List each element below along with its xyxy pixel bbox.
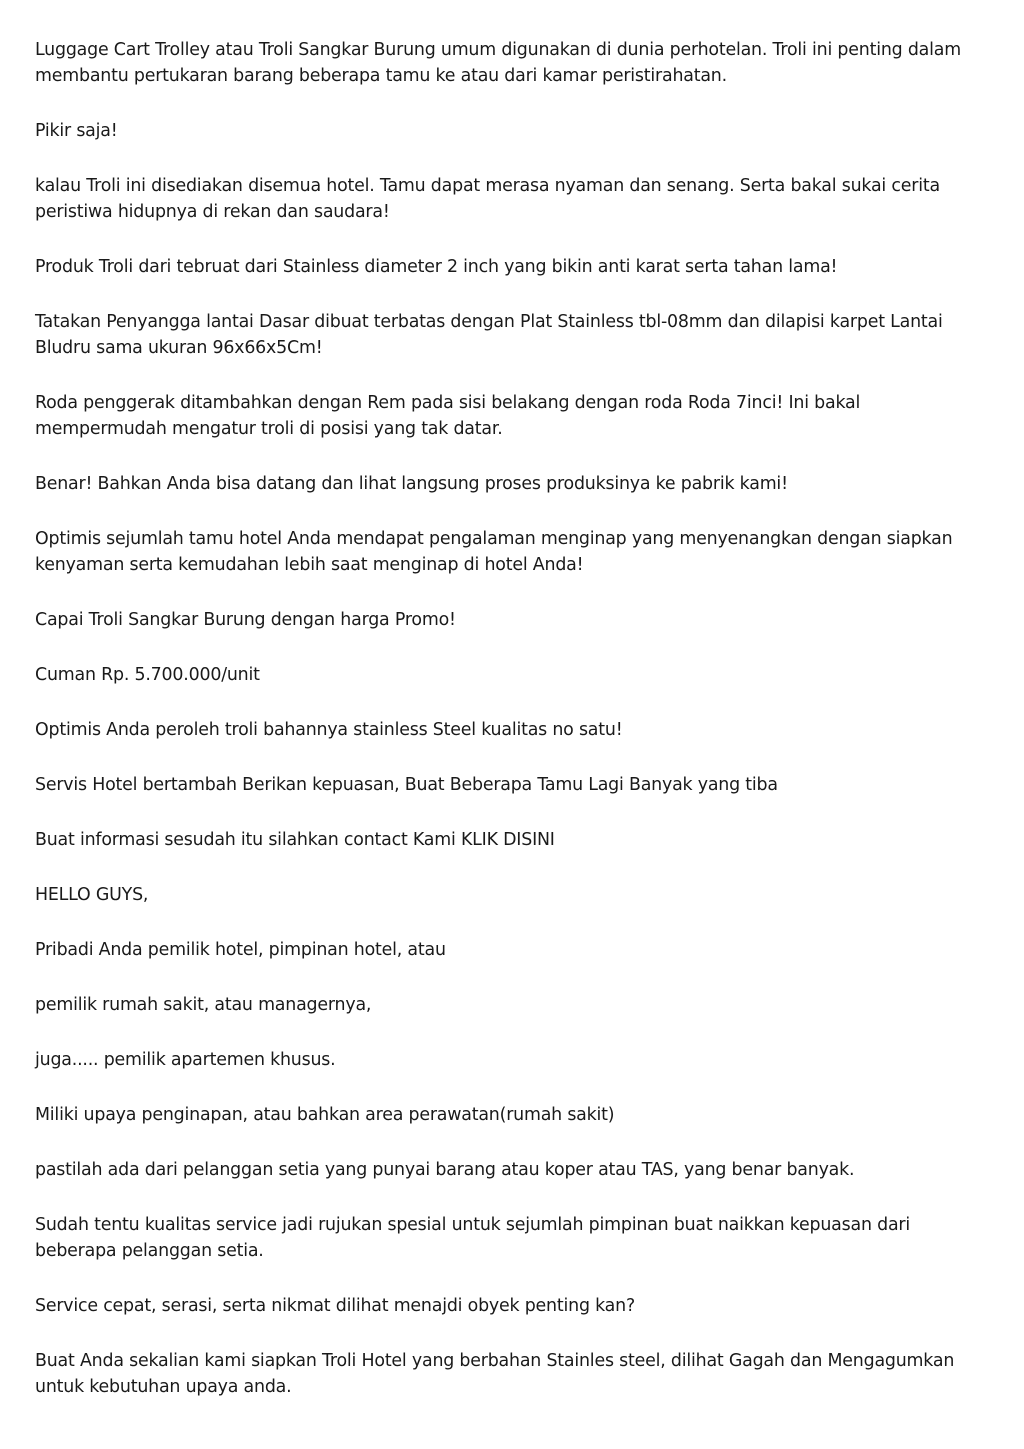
paragraph-material: Produk Troli dari tebruat dari Stainless diameter 2 inch yang bikin anti karat serta tahan lama! [35,257,838,277]
paragraph-factory-visit: Benar! Bahkan Anda bisa datang dan lihat langsung proses produksinya ke pabrik kami! [35,474,788,494]
paragraph-service-fast: Service cepat, serasi, serta nikmat dilihat menajdi obyek penting kan? [35,1296,635,1316]
paragraph-luggage: pastilah ada dari pelanggan setia yang punyai barang atau koper atau TAS, yang benar banyak. [35,1160,855,1180]
paragraph-base: Tatakan Penyangga lantai Dasar dibuat terbatas dengan Plat Stainless tbl-08mm dan dilapisi karpet Lantai Bludru sama ukuran 96x66x5Cm! [35,312,943,358]
paragraph-price: Cuman Rp. 5.700.000/unit [35,665,260,685]
paragraph-pikir-saja: Pikir saja! [35,121,118,141]
paragraph-business: Miliki upaya penginapan, atau bahkan area perawatan(rumah sakit) [35,1105,615,1125]
paragraph-hello: HELLO GUYS, [35,885,149,905]
paragraph-service: Servis Hotel bertambah Berikan kepuasan, Buat Beberapa Tamu Lagi Banyak yang tiba [35,775,778,795]
paragraph-guest-experience: Optimis sejumlah tamu hotel Anda mendapat pengalaman menginap yang menyenangkan dengan siapkan kenyaman serta kemudahan lebih saat menginap di hotel Anda! [35,529,953,575]
paragraph-wheels: Roda penggerak ditambahkan dengan Rem pada sisi belakang dengan roda Roda 7inci! Ini bakal mempermudah mengatur troli di posisi yang tak datar. [35,393,861,439]
paragraph-apartment-owner: juga..... pemilik apartemen khusus. [35,1050,336,1070]
paragraph-offer: Buat Anda sekalian kami siapkan Troli Hotel yang berbahan Stainles steel, dilihat Gagah dan Mengagumkan untuk kebutuhan upaya anda. [35,1351,955,1397]
paragraph-hospital-owner: pemilik rumah sakit, atau managernya, [35,995,372,1015]
paragraph-service-quality: Sudah tentu kualitas service jadi rujukan spesial untuk sejumlah pimpinan buat naikkan kepuasan dari beberapa pelanggan setia. [35,1215,910,1261]
paragraph-hotel-comfort: kalau Troli ini disediakan disemua hotel. Tamu dapat merasa nyaman dan senang. Serta bakal sukai cerita peristiwa hidupnya di rekan dan saudara! [35,176,940,222]
paragraph-hotel-owner: Pribadi Anda pemilik hotel, pimpinan hotel, atau [35,940,446,960]
paragraph-promo: Capai Troli Sangkar Burung dengan harga Promo! [35,610,456,630]
paragraph-intro: Luggage Cart Trolley atau Troli Sangkar Burung umum digunakan di dunia perhotelan. Troli ini penting dalam membantu pertukaran barang beberapa tamu ke atau dari kamar peristirahatan. [35,40,961,86]
paragraph-quality: Optimis Anda peroleh troli bahannya stainless Steel kualitas no satu! [35,720,623,740]
document-body [35,37,995,1429]
paragraph-contact: Buat informasi sesudah itu silahkan contact Kami KLIK DISINI [35,830,555,850]
